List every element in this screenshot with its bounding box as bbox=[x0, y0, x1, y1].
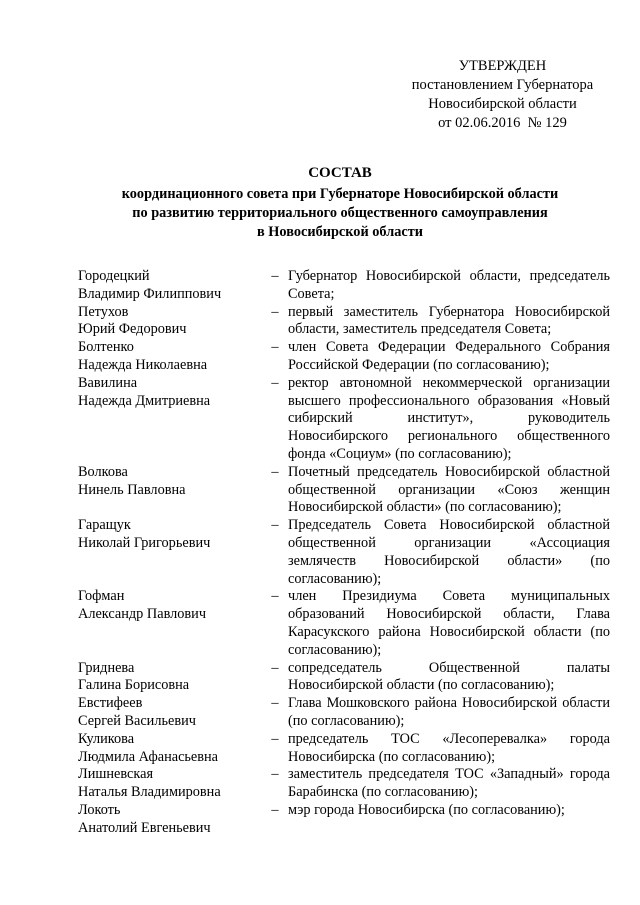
member-dash: – bbox=[271, 303, 279, 320]
member-role: заместитель председателя ТОС «Западный» города Барабинска (по согласованию); bbox=[288, 766, 610, 801]
member-dash: – bbox=[271, 339, 279, 356]
member-row bbox=[78, 766, 618, 802]
approval-line-approved: УТВЕРЖДЕН bbox=[458, 58, 547, 74]
member-row bbox=[78, 517, 618, 588]
approval-line-date: от 02.06.2016 № 129 bbox=[438, 115, 567, 131]
member-surname: Петухов bbox=[78, 303, 129, 320]
title-line-3: в Новосибирской области bbox=[257, 224, 423, 240]
member-role: Губернатор Новосибирской области, председатель Совета; bbox=[288, 268, 610, 302]
member-surname: Гаращук bbox=[78, 517, 131, 534]
member-given-names: Нинель Павловна bbox=[78, 481, 186, 498]
member-row bbox=[78, 660, 618, 696]
member-role: первый заместитель Губернатора Новосибирской области, заместитель председателя Совета; bbox=[288, 303, 610, 338]
member-role: член Совета Федерации Федерального Собрания Российской Федерации (по согласованию); bbox=[288, 339, 610, 373]
member-surname: Болтенко bbox=[78, 339, 134, 356]
member-role: председатель ТОС «Лесоперевалка» города Новосибирска (по согласованию); bbox=[288, 730, 610, 765]
member-surname: Лишневская bbox=[78, 766, 154, 783]
member-surname: Волкова bbox=[78, 463, 128, 480]
member-given-names: Надежда Дмитриевна bbox=[78, 392, 211, 409]
member-name bbox=[78, 802, 264, 838]
member-name bbox=[78, 464, 264, 500]
member-role: член Президиума Совета муниципальных образований Новосибирской области, Глава Карасукского района Новосибирской области (по согласованию); bbox=[288, 588, 610, 658]
member-given-names: Владимир Филиппович bbox=[78, 285, 222, 302]
member-role: Председатель Совета Новосибирской областной общественной организации «Ассоциация землячеств Новосибирской области» (по согласованию); bbox=[288, 517, 610, 587]
member-surname: Куликова bbox=[78, 730, 135, 747]
member-row bbox=[78, 304, 618, 340]
member-row bbox=[78, 375, 618, 464]
member-name bbox=[78, 766, 264, 802]
approval-stamp bbox=[380, 57, 625, 133]
member-role: Почетный председатель Новосибирской областной общественной организации «Союз женщин Новосибирской области» (по согласованию); bbox=[288, 463, 610, 516]
member-role: ректор автономной некоммерческой организации высшего профессионального образования «Новый сибирский институт», руководитель Новосибирского регионального общественного фонда «Социум» (по согласованию); bbox=[288, 374, 610, 462]
member-dash: – bbox=[271, 766, 279, 783]
member-row bbox=[78, 588, 618, 659]
member-role: мэр города Новосибирска (по согласованию); bbox=[288, 801, 565, 818]
members-list bbox=[78, 268, 618, 838]
title-line-1: координационного совета при Губернаторе Новосибирской области bbox=[121, 186, 559, 202]
member-role: Глава Мошковского района Новосибирской области (по согласованию); bbox=[288, 695, 610, 729]
member-row bbox=[78, 464, 618, 517]
member-surname: Гриднева bbox=[78, 659, 135, 676]
member-row bbox=[78, 339, 618, 375]
member-row bbox=[78, 802, 618, 838]
member-name bbox=[78, 588, 264, 624]
member-given-names: Александр Павлович bbox=[78, 606, 207, 623]
member-dash: – bbox=[271, 695, 279, 712]
member-name bbox=[78, 268, 264, 304]
member-dash: – bbox=[271, 801, 279, 818]
member-surname: Евстифеев bbox=[78, 695, 143, 712]
member-given-names: Юрий Федорович bbox=[78, 321, 187, 338]
member-surname: Локоть bbox=[78, 801, 121, 818]
member-name bbox=[78, 304, 264, 340]
member-name bbox=[78, 339, 264, 375]
member-given-names: Надежда Николаевна bbox=[78, 356, 208, 373]
member-given-names: Анатолий Евгеньевич bbox=[78, 819, 211, 836]
member-role: сопредседатель Общественной палаты Новосибирской области (по согласованию); bbox=[288, 659, 610, 694]
document-title bbox=[60, 164, 620, 242]
member-dash: – bbox=[271, 588, 279, 605]
member-name bbox=[78, 517, 264, 553]
member-name bbox=[78, 731, 264, 767]
approval-line-resolution: постановлением Губернатора bbox=[411, 77, 594, 93]
member-given-names: Наталья Владимировна bbox=[78, 784, 221, 801]
title-heading: СОСТАВ bbox=[308, 165, 372, 181]
member-dash: – bbox=[271, 374, 279, 391]
member-row bbox=[78, 731, 618, 767]
member-dash: – bbox=[271, 268, 279, 284]
member-row bbox=[78, 695, 618, 731]
member-name bbox=[78, 660, 264, 696]
member-name bbox=[78, 695, 264, 731]
member-name bbox=[78, 375, 264, 411]
approval-line-region: Новосибирской области bbox=[428, 96, 577, 112]
member-surname: Вавилина bbox=[78, 374, 138, 391]
member-dash: – bbox=[271, 463, 279, 480]
member-dash: – bbox=[271, 517, 279, 534]
member-given-names: Людмила Афанасьевна bbox=[78, 748, 219, 765]
member-given-names: Галина Борисовна bbox=[78, 677, 190, 694]
member-dash: – bbox=[271, 659, 279, 676]
member-surname: Городецкий bbox=[78, 268, 150, 284]
member-given-names: Николай Григорьевич bbox=[78, 534, 211, 551]
member-row bbox=[78, 268, 618, 304]
member-given-names: Сергей Васильевич bbox=[78, 712, 196, 729]
member-dash: – bbox=[271, 730, 279, 747]
member-surname: Гофман bbox=[78, 588, 125, 605]
title-line-2: по развитию территориального общественного самоуправления bbox=[132, 205, 548, 221]
